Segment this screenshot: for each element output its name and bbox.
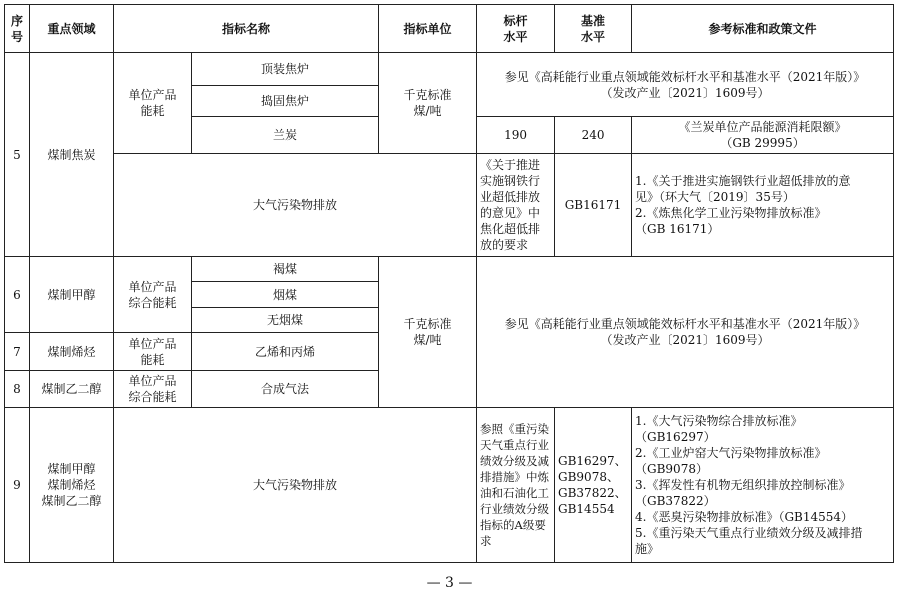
- header-indicator-name: 指标名称: [114, 5, 379, 53]
- page-number: — 3 —: [426, 575, 473, 591]
- row5-domain: 煤制焦炭: [30, 53, 114, 257]
- row9-refs: 1.《大气污染物综合排放标准》 （GB16297） 2.《工业炉窑大气污染物排放标准》 （GB9078） 3.《挥发性有机物无组织排放控制标准》 （GB37822） 4.《恶臭污染物排放标准》（GB14554） 5.《重污染天气重点行业绩效分级及减排措 施》: [632, 408, 894, 563]
- row6-item: 烟煤: [192, 282, 379, 308]
- row6-domain: 煤制甲醇: [30, 257, 114, 333]
- table-row: [5, 154, 894, 257]
- table-row: [5, 408, 894, 563]
- row6-item: 无烟煤: [192, 308, 379, 333]
- header-seq: 序 号: [5, 5, 30, 53]
- row7-domain: 煤制烯烃: [30, 333, 114, 371]
- row6-item: 褐煤: [192, 257, 379, 282]
- row9-domain: 煤制甲醇 煤制烯烃 煤制乙二醇: [30, 408, 114, 563]
- row5-emission-refs: 1.《关于推进实施钢铁行业超低排放的意 见》（环大气〔2019〕35号） 2.《炼焦化学工业污染物排放标准》 （GB 16171）: [632, 154, 894, 257]
- lantan-baseline: 240: [555, 117, 632, 154]
- indicator-table: [4, 4, 894, 563]
- header-unit: 指标单位: [379, 5, 477, 53]
- row5-emission-benchmark: 《关于推进 实施钢铁行 业超低排放 的意见》中 焦化超低排 放的要求: [477, 154, 555, 257]
- row6-seq: 6: [5, 257, 30, 333]
- row8-domain: 煤制乙二醇: [30, 371, 114, 408]
- row5-emission-baseline: GB16171: [555, 154, 632, 257]
- row5-item: 捣固焦炉: [192, 86, 379, 117]
- row5-item: 顶装焦炉: [192, 53, 379, 86]
- header-baseline: 基准 水平: [555, 5, 632, 53]
- row9-baseline: GB16297、 GB9078、 GB37822、 GB14554: [555, 408, 632, 563]
- table-row: [5, 53, 894, 86]
- row5-item: 兰炭: [192, 117, 379, 154]
- row5-reference: 参见《高耗能行业重点领域能效标杆水平和基准水平（2021年版）》 （发改产业〔2021〕1609号）: [477, 53, 894, 117]
- row9-seq: 9: [5, 408, 30, 563]
- row5-unit: 千克标准 煤/吨: [379, 53, 477, 154]
- row7-item: 乙烯和丙烯: [192, 333, 379, 371]
- row8-energy-label: 单位产品 综合能耗: [114, 371, 192, 408]
- row8-item: 合成气法: [192, 371, 379, 408]
- row8-seq: 8: [5, 371, 30, 408]
- row7-energy-label: 单位产品 能耗: [114, 333, 192, 371]
- table-row: [5, 257, 894, 282]
- row9-emission-label: 大气污染物排放: [114, 408, 477, 563]
- row6-8-reference: 参见《高耗能行业重点领域能效标杆水平和基准水平（2021年版）》 （发改产业〔2021〕1609号）: [477, 257, 894, 408]
- row5-seq: 5: [5, 53, 30, 257]
- row5-energy-label: 单位产品 能耗: [114, 53, 192, 154]
- row6-8-unit: 千克标准 煤/吨: [379, 257, 477, 408]
- header-benchmark: 标杆 水平: [477, 5, 555, 53]
- lantan-reference: 《兰炭单位产品能源消耗限额》 （GB 29995）: [632, 117, 894, 154]
- row9-benchmark: 参照《重污染 天气重点行业 绩效分级及减 排措施》中炼 油和石油化工 行业绩效分级 指标的A级要 求: [477, 408, 555, 563]
- header-domain: 重点领域: [30, 5, 114, 53]
- row6-energy-label: 单位产品 综合能耗: [114, 257, 192, 333]
- row5-emission-label: 大气污染物排放: [114, 154, 477, 257]
- lantan-benchmark: 190: [477, 117, 555, 154]
- header-references: 参考标准和政策文件: [632, 5, 894, 53]
- row7-seq: 7: [5, 333, 30, 371]
- table-header-row: [5, 5, 894, 53]
